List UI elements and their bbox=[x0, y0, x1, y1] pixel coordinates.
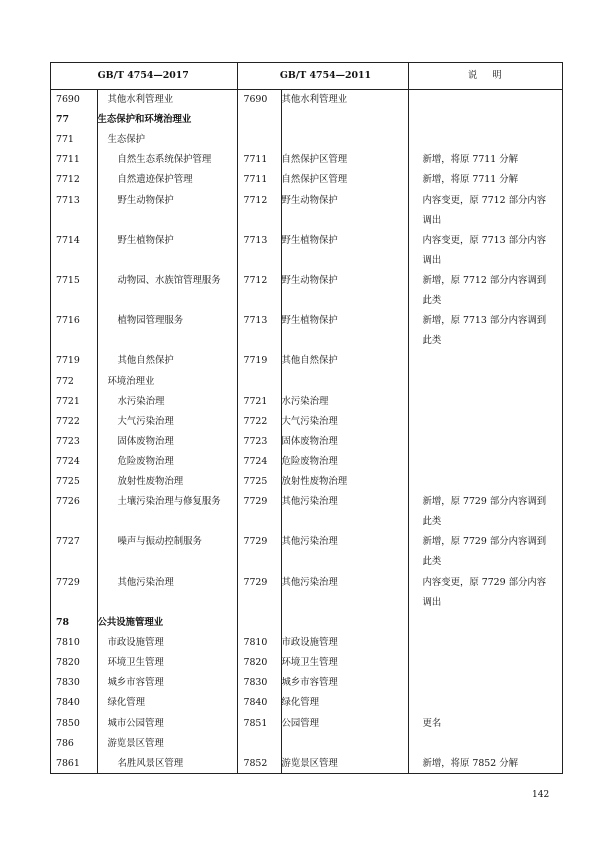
table-row bbox=[50, 130, 563, 150]
code-2011 bbox=[237, 150, 281, 170]
code-2017-text: 7712 bbox=[56, 174, 80, 186]
name-2017-text: 城市公园管理 bbox=[107, 717, 164, 729]
note bbox=[408, 130, 563, 150]
code-2017-text: 7729 bbox=[56, 576, 80, 588]
name-2011 bbox=[281, 633, 408, 653]
name-2011 bbox=[281, 673, 408, 693]
code-2011 bbox=[237, 734, 281, 754]
code-2011-text: 7690 bbox=[243, 94, 268, 105]
name-2017 bbox=[97, 351, 237, 371]
code-2017-text: 77 bbox=[56, 114, 70, 126]
note bbox=[408, 432, 563, 452]
name-2011-text: 其他自然保护 bbox=[281, 355, 338, 367]
code-2017-text: 7711 bbox=[56, 154, 80, 166]
code-2011 bbox=[237, 271, 281, 311]
name-2017-text: 大气污染治理 bbox=[117, 415, 174, 427]
note bbox=[408, 633, 563, 653]
code-2011 bbox=[237, 573, 281, 613]
code-2011 bbox=[237, 412, 281, 432]
name-2017 bbox=[97, 633, 237, 653]
code-2017 bbox=[50, 633, 97, 653]
name-2017-text: 生态保护和环境治理业 bbox=[97, 114, 192, 126]
code-2011-text: 7725 bbox=[243, 476, 268, 488]
name-2011-text: 游览景区管理 bbox=[281, 757, 338, 769]
code-2017 bbox=[50, 452, 97, 472]
name-2017-text: 水污染治理 bbox=[117, 395, 165, 407]
name-2017 bbox=[97, 452, 237, 472]
name-2011 bbox=[281, 392, 408, 412]
code-2017 bbox=[50, 714, 97, 734]
table-row bbox=[50, 714, 563, 734]
name-2017 bbox=[97, 170, 237, 190]
note bbox=[408, 311, 563, 351]
code-2017-text: 7726 bbox=[56, 496, 80, 508]
name-2011 bbox=[281, 754, 408, 774]
code-2011 bbox=[237, 392, 281, 412]
code-2011-text: 7810 bbox=[243, 637, 268, 649]
table-row bbox=[50, 472, 563, 492]
code-2011-text: 7722 bbox=[243, 415, 268, 427]
name-2011-text: 大气污染治理 bbox=[281, 415, 338, 427]
name-2017 bbox=[97, 231, 237, 271]
code-2011 bbox=[237, 90, 281, 111]
name-2017 bbox=[97, 613, 237, 633]
code-2017 bbox=[50, 754, 97, 774]
code-2017-text: 7715 bbox=[56, 275, 80, 287]
name-2011-text: 固体废物治理 bbox=[281, 435, 338, 447]
code-2017 bbox=[50, 372, 97, 392]
table-row bbox=[50, 633, 563, 653]
code-2011 bbox=[237, 191, 281, 231]
note bbox=[408, 351, 563, 371]
table-row bbox=[50, 653, 563, 673]
note-text: 内容变更，原 7713 部分内容调出 bbox=[422, 234, 547, 266]
code-2011 bbox=[237, 472, 281, 492]
name-2011 bbox=[281, 351, 408, 371]
note bbox=[408, 653, 563, 673]
table-row bbox=[50, 613, 563, 633]
code-2017 bbox=[50, 392, 97, 412]
note bbox=[408, 613, 563, 633]
name-2017-text: 野生植物保护 bbox=[117, 234, 174, 246]
name-2011 bbox=[281, 573, 408, 613]
code-2011-text: 7729 bbox=[243, 576, 268, 588]
code-2017-text: 7722 bbox=[56, 415, 80, 427]
code-2017-text: 7713 bbox=[56, 194, 80, 206]
name-2011-text: 环境卫生管理 bbox=[281, 657, 338, 669]
code-2011 bbox=[237, 714, 281, 734]
name-2017-text: 其他自然保护 bbox=[117, 355, 174, 367]
name-2017-text: 固体废物治理 bbox=[117, 435, 174, 447]
code-2011-text: 7711 bbox=[243, 174, 268, 186]
code-2011 bbox=[237, 653, 281, 673]
name-2017-text: 植物园管理服务 bbox=[117, 315, 184, 327]
code-2011 bbox=[237, 633, 281, 653]
code-2011-text: 7851 bbox=[243, 717, 268, 729]
name-2011-text: 自然保护区管理 bbox=[281, 174, 348, 186]
note bbox=[408, 412, 563, 432]
name-2017 bbox=[97, 412, 237, 432]
code-2011 bbox=[237, 452, 281, 472]
code-2017-text: 7840 bbox=[56, 697, 80, 709]
code-2017-text: 78 bbox=[56, 616, 70, 628]
code-2011-text: 7713 bbox=[243, 234, 268, 246]
name-2011 bbox=[281, 492, 408, 532]
name-2017 bbox=[97, 573, 237, 613]
code-2017 bbox=[50, 734, 97, 754]
code-2017 bbox=[50, 492, 97, 532]
name-2011-text: 市政设施管理 bbox=[281, 637, 338, 649]
table-row bbox=[50, 392, 563, 412]
code-2017-text: 7719 bbox=[56, 355, 80, 367]
code-2017-text: 7724 bbox=[56, 456, 80, 468]
page-number: 142 bbox=[532, 790, 550, 800]
code-2011 bbox=[237, 432, 281, 452]
header-gbt-2017: GB/T 4754—2017 bbox=[50, 62, 237, 90]
code-2017-text: 7723 bbox=[56, 435, 80, 447]
name-2017-text: 环境卫生管理 bbox=[107, 657, 164, 669]
code-2017 bbox=[50, 412, 97, 432]
name-2017 bbox=[97, 492, 237, 532]
code-2017-text: 7727 bbox=[56, 536, 80, 548]
name-2017 bbox=[97, 90, 237, 111]
table-row bbox=[50, 432, 563, 452]
note bbox=[408, 573, 563, 613]
name-2017-text: 城乡市容管理 bbox=[107, 677, 164, 689]
code-2017 bbox=[50, 573, 97, 613]
code-2011-text: 7723 bbox=[243, 435, 268, 447]
name-2011-text: 公园管理 bbox=[281, 717, 320, 729]
name-2017-text: 自然生态系统保护管理 bbox=[117, 154, 212, 166]
code-2017-text: 7716 bbox=[56, 315, 80, 327]
name-2011 bbox=[281, 231, 408, 271]
table-row bbox=[50, 412, 563, 432]
code-2011-text: 7713 bbox=[243, 315, 268, 327]
name-2011 bbox=[281, 90, 408, 111]
name-2017-text: 野生动物保护 bbox=[117, 194, 174, 206]
classification-table bbox=[50, 62, 563, 774]
code-2017 bbox=[50, 90, 97, 111]
code-2011 bbox=[237, 231, 281, 271]
note-text: 新增，将原 7711 分解 bbox=[422, 154, 518, 166]
code-2017 bbox=[50, 130, 97, 150]
table-row bbox=[50, 673, 563, 693]
note bbox=[408, 492, 563, 532]
name-2011-text: 野生植物保护 bbox=[281, 315, 338, 327]
note-text: 更名 bbox=[422, 717, 442, 729]
name-2017-text: 名胜风景区管理 bbox=[117, 757, 184, 769]
note bbox=[408, 714, 563, 734]
name-2017 bbox=[97, 653, 237, 673]
note bbox=[408, 150, 563, 170]
name-2017 bbox=[97, 311, 237, 351]
name-2017 bbox=[97, 472, 237, 492]
name-2017-text: 放射性废物治理 bbox=[117, 476, 184, 488]
name-2011-text: 水污染治理 bbox=[281, 395, 329, 407]
name-2011 bbox=[281, 734, 408, 754]
note bbox=[408, 90, 563, 111]
name-2017 bbox=[97, 110, 237, 130]
header-gbt-2011: GB/T 4754—2011 bbox=[237, 62, 408, 90]
name-2011 bbox=[281, 452, 408, 472]
note-text: 内容变更，原 7729 部分内容调出 bbox=[422, 576, 547, 608]
table-row bbox=[50, 110, 563, 130]
name-2017-text: 环境治理业 bbox=[107, 375, 155, 387]
note bbox=[408, 673, 563, 693]
note-text: 新增，将原 7852 分解 bbox=[422, 757, 518, 769]
code-2011 bbox=[237, 492, 281, 532]
note bbox=[408, 392, 563, 412]
table-row bbox=[50, 452, 563, 472]
code-2017-text: 7725 bbox=[56, 476, 80, 488]
code-2011 bbox=[237, 110, 281, 130]
code-2011-text: 7852 bbox=[243, 757, 268, 769]
name-2017-text: 其他污染治理 bbox=[117, 576, 174, 588]
name-2017-text: 市政设施管理 bbox=[107, 637, 164, 649]
note bbox=[408, 754, 563, 774]
code-2011 bbox=[237, 170, 281, 190]
name-2011-text: 其他污染治理 bbox=[281, 576, 338, 588]
note bbox=[408, 231, 563, 271]
code-2017-text: 7820 bbox=[56, 657, 80, 669]
code-2017 bbox=[50, 150, 97, 170]
name-2017 bbox=[97, 532, 237, 572]
name-2011 bbox=[281, 653, 408, 673]
note bbox=[408, 693, 563, 713]
note-text: 新增，将原 7711 分解 bbox=[422, 174, 518, 186]
name-2017-text: 游览景区管理 bbox=[107, 737, 164, 749]
name-2011 bbox=[281, 271, 408, 311]
code-2017-text: 7810 bbox=[56, 637, 80, 649]
code-2011 bbox=[237, 693, 281, 713]
code-2011 bbox=[237, 532, 281, 572]
name-2011-text: 绿化管理 bbox=[281, 697, 320, 709]
name-2017 bbox=[97, 693, 237, 713]
name-2017-text: 自然遗迹保护管理 bbox=[117, 174, 193, 186]
code-2011-text: 7729 bbox=[243, 496, 268, 508]
name-2017-text: 噪声与振动控制服务 bbox=[117, 536, 202, 548]
code-2017 bbox=[50, 532, 97, 572]
table-row bbox=[50, 311, 563, 351]
name-2017 bbox=[97, 130, 237, 150]
name-2011 bbox=[281, 170, 408, 190]
name-2017 bbox=[97, 673, 237, 693]
code-2017-text: 786 bbox=[56, 737, 74, 749]
table-row bbox=[50, 754, 563, 774]
table-body bbox=[50, 90, 563, 775]
name-2011-text: 野生动物保护 bbox=[281, 194, 338, 206]
code-2011 bbox=[237, 130, 281, 150]
name-2017 bbox=[97, 150, 237, 170]
name-2011 bbox=[281, 432, 408, 452]
code-2011 bbox=[237, 754, 281, 774]
name-2017 bbox=[97, 392, 237, 412]
header-note: 说 明 bbox=[408, 62, 563, 90]
code-2017 bbox=[50, 472, 97, 492]
note bbox=[408, 472, 563, 492]
name-2017 bbox=[97, 754, 237, 774]
name-2017-text: 生态保护 bbox=[107, 134, 146, 146]
code-2011-text: 7724 bbox=[243, 456, 268, 468]
code-2017 bbox=[50, 110, 97, 130]
table-row bbox=[50, 372, 563, 392]
code-2011-text: 7729 bbox=[243, 536, 268, 548]
name-2011 bbox=[281, 613, 408, 633]
name-2011 bbox=[281, 714, 408, 734]
note bbox=[408, 452, 563, 472]
name-2011 bbox=[281, 130, 408, 150]
code-2011-text: 7711 bbox=[243, 154, 268, 166]
name-2017-text: 土壤污染治理与修复服务 bbox=[117, 496, 221, 508]
name-2011-text: 野生动物保护 bbox=[281, 275, 338, 287]
table-row bbox=[50, 573, 563, 613]
table-row bbox=[50, 492, 563, 532]
note-text: 新增，原 7729 部分内容调到此类 bbox=[422, 536, 547, 568]
table-header-row bbox=[50, 62, 563, 90]
code-2011-text: 7840 bbox=[243, 697, 268, 709]
name-2017-text: 公共设施管理业 bbox=[97, 616, 164, 628]
code-2017 bbox=[50, 432, 97, 452]
name-2017 bbox=[97, 271, 237, 311]
note bbox=[408, 271, 563, 311]
name-2011-text: 自然保护区管理 bbox=[281, 154, 348, 166]
note bbox=[408, 532, 563, 572]
code-2017-text: 772 bbox=[56, 375, 74, 387]
table-row bbox=[50, 170, 563, 190]
name-2011 bbox=[281, 532, 408, 572]
name-2017 bbox=[97, 734, 237, 754]
name-2011-text: 其他污染治理 bbox=[281, 536, 338, 548]
code-2017 bbox=[50, 311, 97, 351]
name-2017 bbox=[97, 432, 237, 452]
table-row bbox=[50, 693, 563, 713]
note-text: 新增，原 7713 部分内容调到此类 bbox=[422, 315, 547, 347]
code-2017 bbox=[50, 673, 97, 693]
code-2011 bbox=[237, 351, 281, 371]
name-2017 bbox=[97, 714, 237, 734]
name-2011 bbox=[281, 412, 408, 432]
name-2011 bbox=[281, 372, 408, 392]
code-2017 bbox=[50, 693, 97, 713]
code-2017 bbox=[50, 191, 97, 231]
code-2017-text: 7714 bbox=[56, 234, 80, 246]
code-2017 bbox=[50, 613, 97, 633]
code-2017 bbox=[50, 271, 97, 311]
name-2011-text: 其他水利管理业 bbox=[281, 94, 348, 105]
name-2017 bbox=[97, 372, 237, 392]
table-row bbox=[50, 734, 563, 754]
name-2011 bbox=[281, 110, 408, 130]
name-2011-text: 野生植物保护 bbox=[281, 234, 338, 246]
table-row bbox=[50, 351, 563, 371]
note bbox=[408, 372, 563, 392]
code-2017 bbox=[50, 653, 97, 673]
table-row bbox=[50, 90, 563, 111]
note-text: 内容变更，原 7712 部分内容调出 bbox=[422, 194, 547, 226]
code-2011-text: 7719 bbox=[243, 355, 268, 367]
code-2017 bbox=[50, 351, 97, 371]
note bbox=[408, 110, 563, 130]
name-2011-text: 其他污染治理 bbox=[281, 496, 338, 508]
code-2017 bbox=[50, 231, 97, 271]
code-2011 bbox=[237, 673, 281, 693]
name-2017-text: 绿化管理 bbox=[107, 697, 146, 709]
name-2017-text: 其他水利管理业 bbox=[107, 94, 174, 105]
name-2011 bbox=[281, 311, 408, 351]
code-2011-text: 7712 bbox=[243, 275, 268, 287]
code-2017-text: 7861 bbox=[56, 757, 80, 769]
name-2017-text: 动物园、水族馆管理服务 bbox=[117, 275, 221, 287]
note bbox=[408, 191, 563, 231]
name-2011 bbox=[281, 150, 408, 170]
note bbox=[408, 734, 563, 754]
code-2017-text: 7850 bbox=[56, 717, 80, 729]
code-2011 bbox=[237, 613, 281, 633]
code-2011 bbox=[237, 311, 281, 351]
note-text: 新增，原 7712 部分内容调到此类 bbox=[422, 275, 547, 307]
table-row bbox=[50, 231, 563, 271]
code-2017-text: 7830 bbox=[56, 677, 80, 689]
table-row bbox=[50, 191, 563, 231]
name-2011 bbox=[281, 191, 408, 231]
table-row bbox=[50, 271, 563, 311]
code-2011-text: 7721 bbox=[243, 395, 268, 407]
code-2011 bbox=[237, 372, 281, 392]
code-2017-text: 7690 bbox=[56, 94, 80, 105]
name-2011 bbox=[281, 472, 408, 492]
name-2011-text: 危险废物治理 bbox=[281, 456, 338, 468]
note bbox=[408, 170, 563, 190]
code-2011-text: 7830 bbox=[243, 677, 268, 689]
note-text: 新增，原 7729 部分内容调到此类 bbox=[422, 496, 547, 528]
name-2011-text: 城乡市容管理 bbox=[281, 677, 338, 689]
code-2011-text: 7712 bbox=[243, 194, 268, 206]
name-2011 bbox=[281, 693, 408, 713]
name-2017 bbox=[97, 191, 237, 231]
code-2017 bbox=[50, 170, 97, 190]
code-2011-text: 7820 bbox=[243, 657, 268, 669]
code-2017-text: 771 bbox=[56, 134, 74, 146]
name-2017-text: 危险废物治理 bbox=[117, 456, 174, 468]
code-2017-text: 7721 bbox=[56, 395, 80, 407]
table-row bbox=[50, 150, 563, 170]
name-2011-text: 放射性废物治理 bbox=[281, 476, 348, 488]
table-row bbox=[50, 532, 563, 572]
